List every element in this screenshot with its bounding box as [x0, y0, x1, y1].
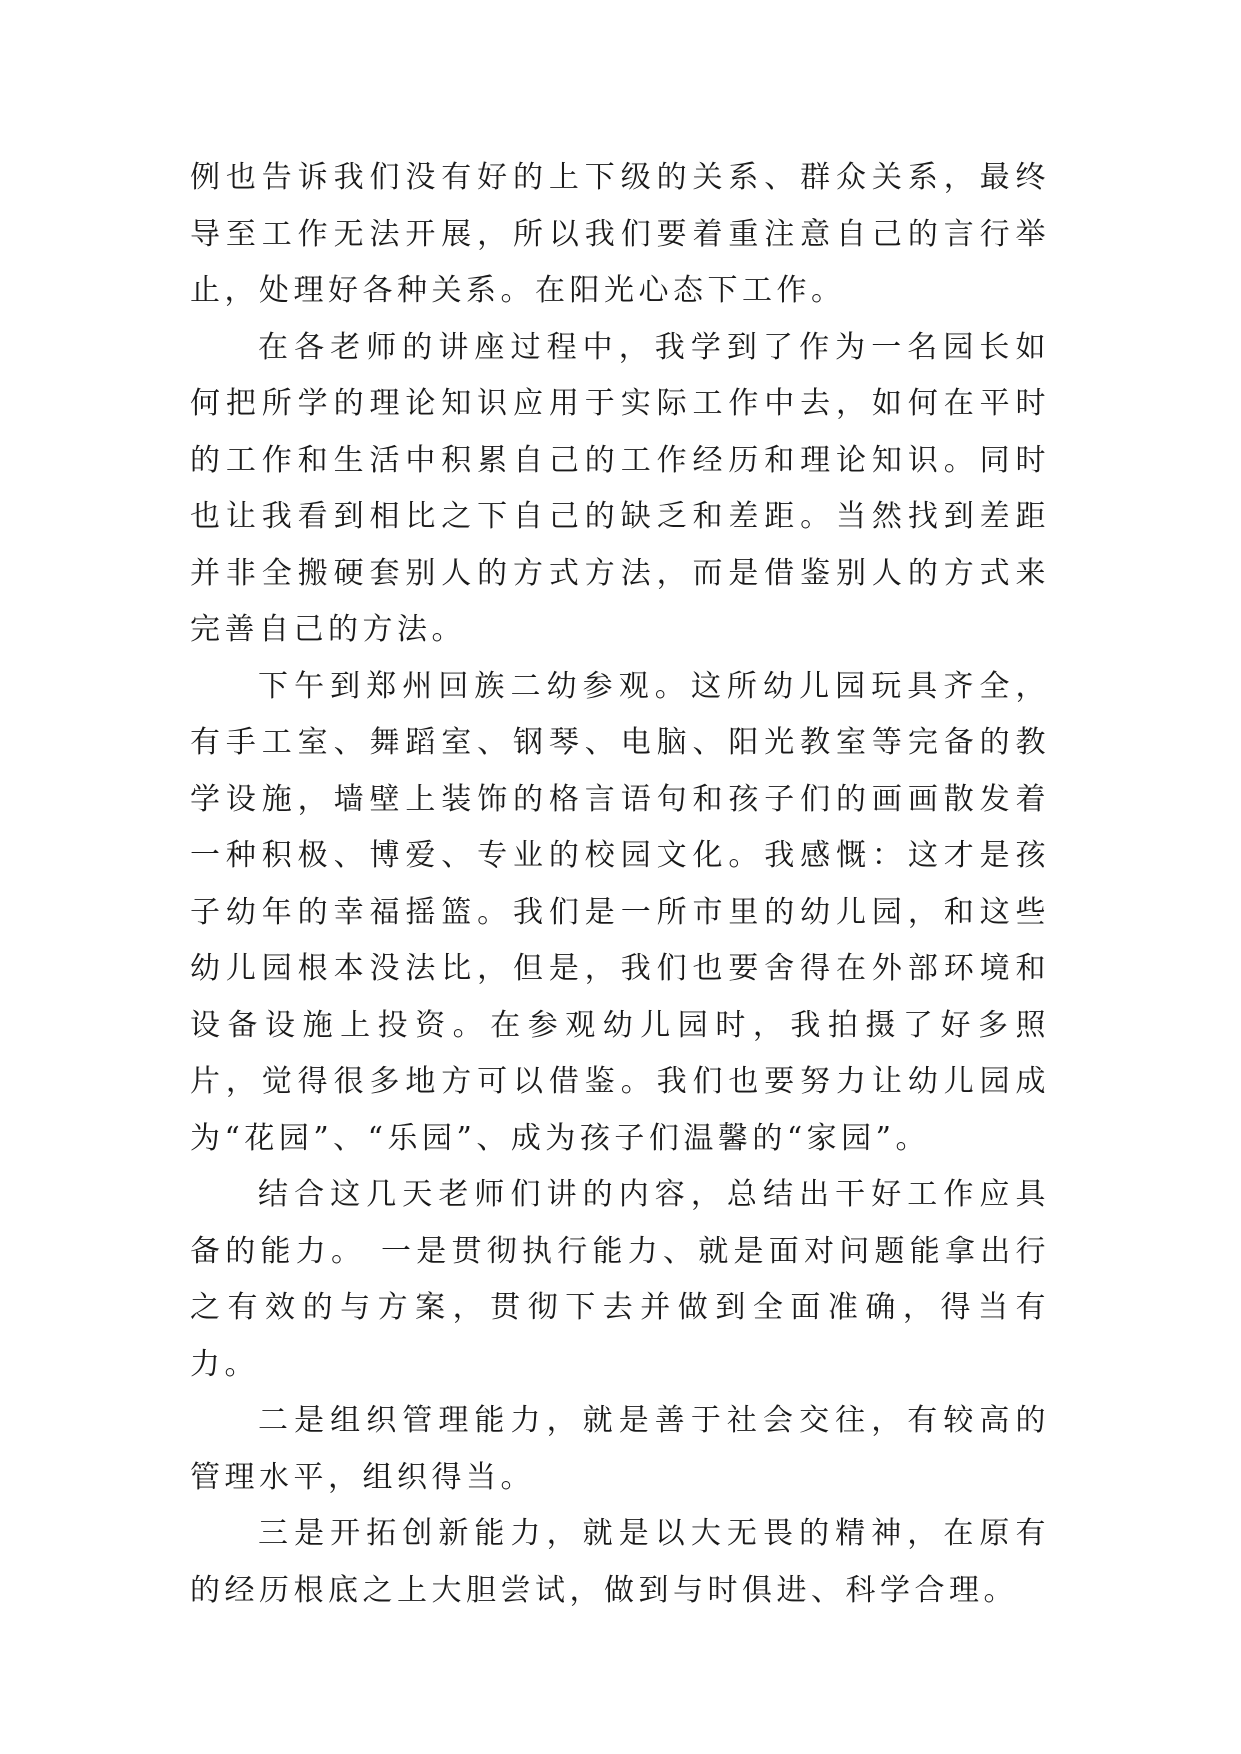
paragraph-6: 三是开拓创新能力，就是以大无畏的精神，在原有的经历根底之上大胆尝试，做到与时俱进、科学合理。 [190, 1516, 1050, 1608]
paragraph-4: 结合这几天老师们讲的内容，总结出干好工作应具备的能力。 一是贯彻执行能力、就是面对问题能拿出行之有效的与方案，贯彻下去并做到全面准确，得当有力。 [190, 1177, 1050, 1382]
paragraph-2: 在各老师的讲座过程中，我学到了作为一名园长如何把所学的理论知识应用于实际工作中去，如何在平时的工作和生活中积累自己的工作经历和理论知识。同时也让我看到相比之下自己的缺乏和差距。当然找到差距并非全搬硬套别人的方式方法，而是借鉴别人的方式来完善自己的方法。 [190, 329, 1050, 647]
paragraph-3: 下午到郑州回族二幼参观。这所幼儿园玩具齐全，有手工室、舞蹈室、钢琴、电脑、阳光教室等完备的教学设施，墙壁上装饰的格言语句和孩子们的画画散发着一种积极、博爱、专业的校园文化。我感慨：这才是孩子幼年的幸福摇篮。我们是一所市里的幼儿园，和这些幼儿园根本没法比，但是，我们也要舍得在外部环境和设备设施上投资。在参观幼儿园时，我拍摄了好多照片，觉得很多地方可以借鉴。我们也要努力让幼儿园成为“花园”、“乐园”、成为孩子们温馨的“家园”。 [190, 668, 1050, 1156]
paragraph-1: 例也告诉我们没有好的上下级的关系、群众关系，最终导至工作无法开展，所以我们要着重注意自己的言行举止，处理好各种关系。在阳光心态下工作。 [190, 160, 1050, 308]
paragraph-5: 二是组织管理能力，就是善于社会交往，有较高的管理水平，组织得当。 [190, 1403, 1050, 1495]
document-body [190, 150, 1050, 1619]
